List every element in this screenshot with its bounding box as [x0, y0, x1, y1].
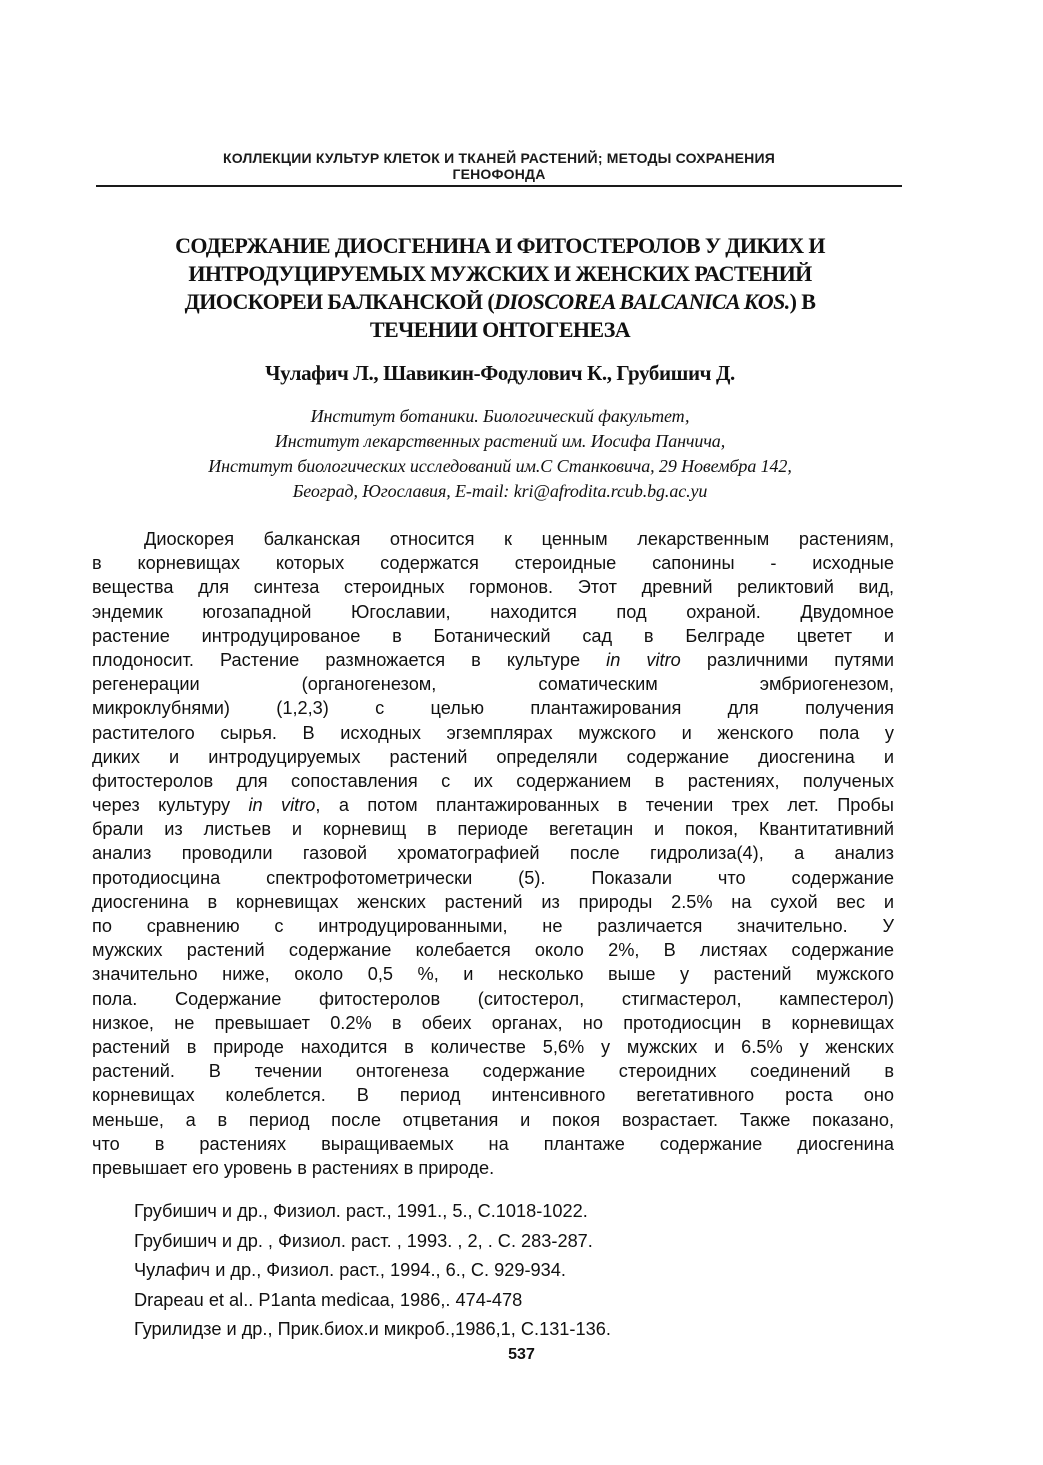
body-line: меньше, а в период после отцветания и покоя возрастает. Также показано, — [92, 1109, 894, 1130]
title-line-4: ТЕЧЕНИИ ОНТОГЕНЕЗА — [369, 317, 631, 342]
body-line: брали из листьев и корневищ в периоде вегетацин и покоя, Квантитативний — [92, 819, 894, 840]
section-header-line-1: КОЛЛЕКЦИИ КУЛЬТУР КЛЕТОК И ТКАНЕЙ РАСТЕНИЙ; МЕТОДЫ СОХРАНЕНИЯ — [222, 150, 776, 166]
body-line: в корневищах которых содержатся стероидные сапонины - исходные — [92, 553, 894, 574]
header-divider — [96, 185, 902, 187]
body-line: микроклубнями) (1,2,3) с целью плантажирования для получения — [92, 698, 894, 719]
body-line: что в растениях выращиваемых на плантаже содержание диосгенина — [92, 1133, 894, 1154]
body-line: низкое, не превышает 0.2% в обеих органах, но протодиосцин в корневищах — [92, 1012, 894, 1033]
title-line-3: ДИОСКОРЕИ БАЛКАНСКОЙ (DIOSCOREA BALCANICA KOS.) В — [184, 289, 816, 314]
affiliation-line: Институт ботаники. Биологический факультет, — [310, 406, 690, 426]
body-line: Диоскорея балканская относится к ценным лекарственным растениям, — [144, 529, 894, 549]
page-number: 537 — [508, 1346, 535, 1363]
abstract-body — [92, 527, 894, 1180]
body-line: пола. Содержание фитостеролов (ситостерол, стигмастерол, кампестерол) — [92, 988, 894, 1009]
reference-item: Drapeau et al.. P1anta medicaa, 1986,. 474-478 — [134, 1289, 523, 1310]
body-line: эндемик югозападной Югославии, находится под охраной. Двудомное — [92, 601, 894, 622]
reference-item: Гурилидзе и др., Прик.биох.и микроб.,1986,1, С.131-136. — [134, 1319, 611, 1339]
title-line-1: СОДЕРЖАНИЕ ДИОСГЕНИНА И ФИТОСТЕРОЛОВ У ДИКИХ И — [175, 233, 825, 258]
affiliation-email-line: Београд, Югославия, E-mail: kri@afrodita.rcub.bg.ac.yu — [292, 481, 708, 501]
body-line: корневищах колеблется. В период интенсивного вегетативного роста оно — [92, 1085, 894, 1106]
reference-item: Грубишич и др. , Физиол. раст. , 1993. , 2, . С. 283-287. — [134, 1230, 593, 1251]
body-line: через культуру in vitro, а потом плантажированных в течении трех лет. Пробы — [92, 795, 894, 816]
body-line: значительно ниже, около 0,5 %, и несколько выше у растений мужского — [92, 964, 894, 985]
title-latin-name: DIOSCOREA BALCANICA KOS. — [494, 289, 790, 314]
reference-item: Чулафич и др., Физиол. раст., 1994., 6., С. 929-934. — [134, 1260, 566, 1280]
reference-item: Грубишич и др., Физиол. раст., 1991., 5., С.1018-1022. — [134, 1201, 588, 1221]
body-line: растений. В течении онтогенеза содержание стероидних соединений в — [92, 1061, 894, 1082]
section-header — [96, 150, 902, 182]
body-line: растений в природе находится в количестве 5,6% у мужских и 6.5% у женских — [92, 1036, 894, 1057]
body-line: диких и интродуцируемых растений определяли содержание диосгенина и — [92, 746, 894, 767]
body-line: мужских растений содержание колебается около 2%, В листяах содержание — [92, 940, 894, 961]
body-line: по сравнению с интродуцированными, не различается значительно. У — [92, 916, 894, 936]
body-line: протодиосцина спектрофотометрически (5). Показали что содержание — [92, 867, 894, 888]
body-line: плодоносит. Растение размножается в культуре in vitro различними путями — [92, 649, 895, 670]
title-line-2: ИНТРОДУЦИРУЕМЫХ МУЖСКИХ И ЖЕНСКИХ РАСТЕНИЙ — [188, 261, 812, 286]
body-line: регенерации (органогенезом, соматическим эмбриогенезом, — [92, 674, 894, 695]
article-title — [120, 232, 880, 344]
affiliation-line: Институт лекарственных растений им. Иосифа Панчича, — [274, 431, 726, 451]
body-line: фитостеролов для сопоставления с их содержанием в растениях, полученых — [92, 770, 894, 791]
affiliation-line: Институт биологических исследований им.С Станковича, 29 Новембра 142, — [208, 456, 792, 476]
references-list — [134, 1197, 834, 1345]
section-header-line-2: ГЕНОФОНДА — [452, 166, 546, 182]
body-line: растителого сырья. В исходных эгземплярах мужского и женского пола у — [92, 722, 894, 743]
body-line: анализ проводили газовой хроматографией после гидролиза(4), а анализ — [92, 843, 894, 864]
body-line: превышает его уровень в растениях в природе. — [92, 1157, 495, 1178]
body-line: диосгенина в корневищах женских растений из природы 2.5% на сухой вес и — [92, 891, 894, 912]
body-line: растение интродуцированое в Ботанический сад в Белграде цветет и — [92, 625, 894, 646]
body-line: вещества для синтеза стероидных гормонов. Этот древний реликтовий вид, — [92, 577, 894, 598]
affiliations — [100, 404, 900, 504]
authors: Чулафич Л., Шавикин-Фодулович К., Грубишич Д. — [265, 361, 735, 385]
